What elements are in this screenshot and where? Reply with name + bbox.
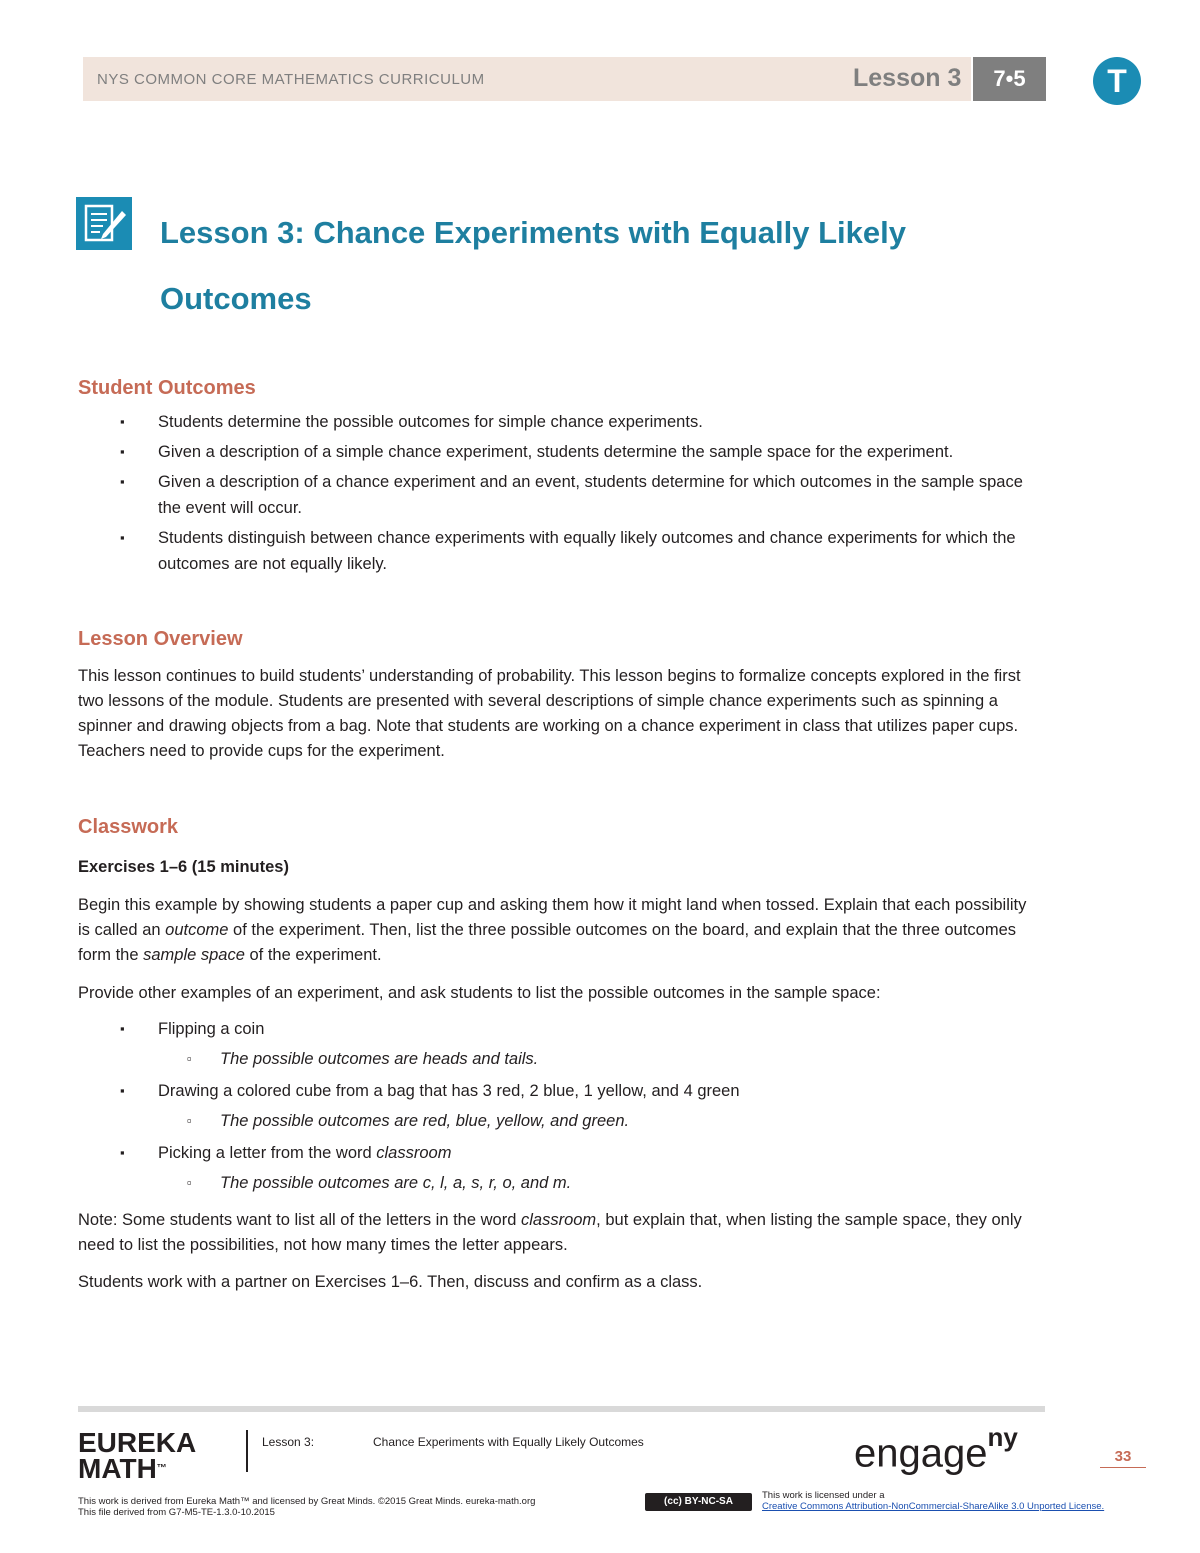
footer-lesson-title: Chance Experiments with Equally Likely Outcomes <box>373 1435 644 1449</box>
teacher-edition-badge: T <box>1093 57 1141 105</box>
lesson-overview-text: This lesson continues to build students’ understanding of probability. This lesson begins to formalize concepts explored in the first two lessons of the module. Students are presented with several descriptions of simple chance experiments such as spinning a spinner and drawing objects from a bag. Note that students are working on a chance experiment in class that utilizes paper cups. Teachers need to provide cups for the experiment. <box>78 667 1021 760</box>
list-item: ▪ Students determine the possible outcomes for simple chance experiments. <box>80 409 1040 435</box>
list-item: ▪ Drawing a colored cube from a bag that has 3 red, 2 blue, 1 yellow, and 4 green ▫ The possible outcomes are red, blue, yellow, and green. <box>80 1078 1040 1134</box>
pencil-paper-icon <box>76 197 132 250</box>
list-item: ▪ Picking a letter from the word classroom ▫ The possible outcomes are c, l, a, s, r, o, and m. <box>80 1140 1040 1196</box>
classwork-note: Note: Some students want to list all of the letters in the word classroom, but explain that, when listing the sample space, they only need to list the possibilities, not how many times the letter appears. <box>78 1211 1022 1254</box>
answer-item: ▫ The possible outcomes are red, blue, yellow, and green. <box>80 1108 1040 1134</box>
examples-list <box>80 1016 1040 1202</box>
curriculum-label: NYS COMMON CORE MATHEMATICS CURRICULUM <box>97 71 485 88</box>
footer-separator <box>246 1430 248 1472</box>
footer-lesson-label: Lesson 3: <box>262 1435 315 1449</box>
header-lesson: Lesson 3 <box>853 64 962 92</box>
list-item: ▪ Students distinguish between chance experiments with equally likely outcomes and chance experiments for which the outcomes are not equally likely. <box>80 525 1040 577</box>
license-link[interactable]: Creative Commons Attribution-NonCommercial-ShareAlike 3.0 Unported License. <box>762 1501 1105 1512</box>
eureka-math-logo: EUREKA MATH™ <box>78 1427 197 1484</box>
derived-notice: This work is derived from Eureka Math™ and licensed by Great Minds. ©2015 Great Minds. eureka-math.org This file derived from G7-M5-TE-1.3.0-10.2015 <box>78 1496 536 1518</box>
classwork-paragraph-1: Begin this example by showing students a paper cup and asking them how it might land when tossed. Explain that each possibility is called an outcome of the experiment. Then, list the three possible outcomes on the board, and explain that the three outcomes form the sample space of the experiment. <box>78 896 1027 964</box>
term-sample-space: sample space <box>143 946 245 964</box>
student-outcomes-list <box>80 409 1040 581</box>
student-outcomes-heading: Student Outcomes <box>78 377 256 399</box>
classwork-closing: Students work with a partner on Exercises 1–6. Then, discuss and confirm as a class. <box>78 1273 703 1291</box>
answer-item: ▫ The possible outcomes are c, l, a, s, r, o, and m. <box>80 1170 1040 1196</box>
term-outcome: outcome <box>165 921 229 939</box>
answer-item: ▫ The possible outcomes are heads and tails. <box>80 1046 1040 1072</box>
engageny-logo: engage$^{ny}$ <box>854 1422 1018 1476</box>
classwork-paragraph-2: Provide other examples of an experiment, and ask students to list the possible outcomes in the sample space: <box>78 984 881 1002</box>
license-notice: This work is licensed under a Creative Commons Attribution-NonCommercial-ShareAlike 3.0 Unported License. <box>762 1490 1105 1512</box>
page-number: 33 <box>1100 1448 1146 1468</box>
lesson-title: Lesson 3: Chance Experiments with Equally Likely Outcomes <box>160 215 906 316</box>
classwork-heading: Classwork <box>78 816 179 838</box>
grade-module-badge: 7•5 <box>973 57 1046 101</box>
cc-license-badge: (cc) BY-NC-SA <box>645 1493 752 1511</box>
list-item: ▪ Given a description of a chance experiment and an event, students determine for which outcomes in the sample space the event will occur. <box>80 469 1040 521</box>
lesson-overview-heading: Lesson Overview <box>78 628 243 650</box>
footer-divider <box>78 1406 1045 1412</box>
list-item: ▪ Given a description of a simple chance experiment, students determine the sample space for the experiment. <box>80 439 1040 465</box>
list-item: ▪ Flipping a coin ▫ The possible outcomes are heads and tails. <box>80 1016 1040 1072</box>
exercise-title: Exercises 1–6 (15 minutes) <box>78 858 289 876</box>
